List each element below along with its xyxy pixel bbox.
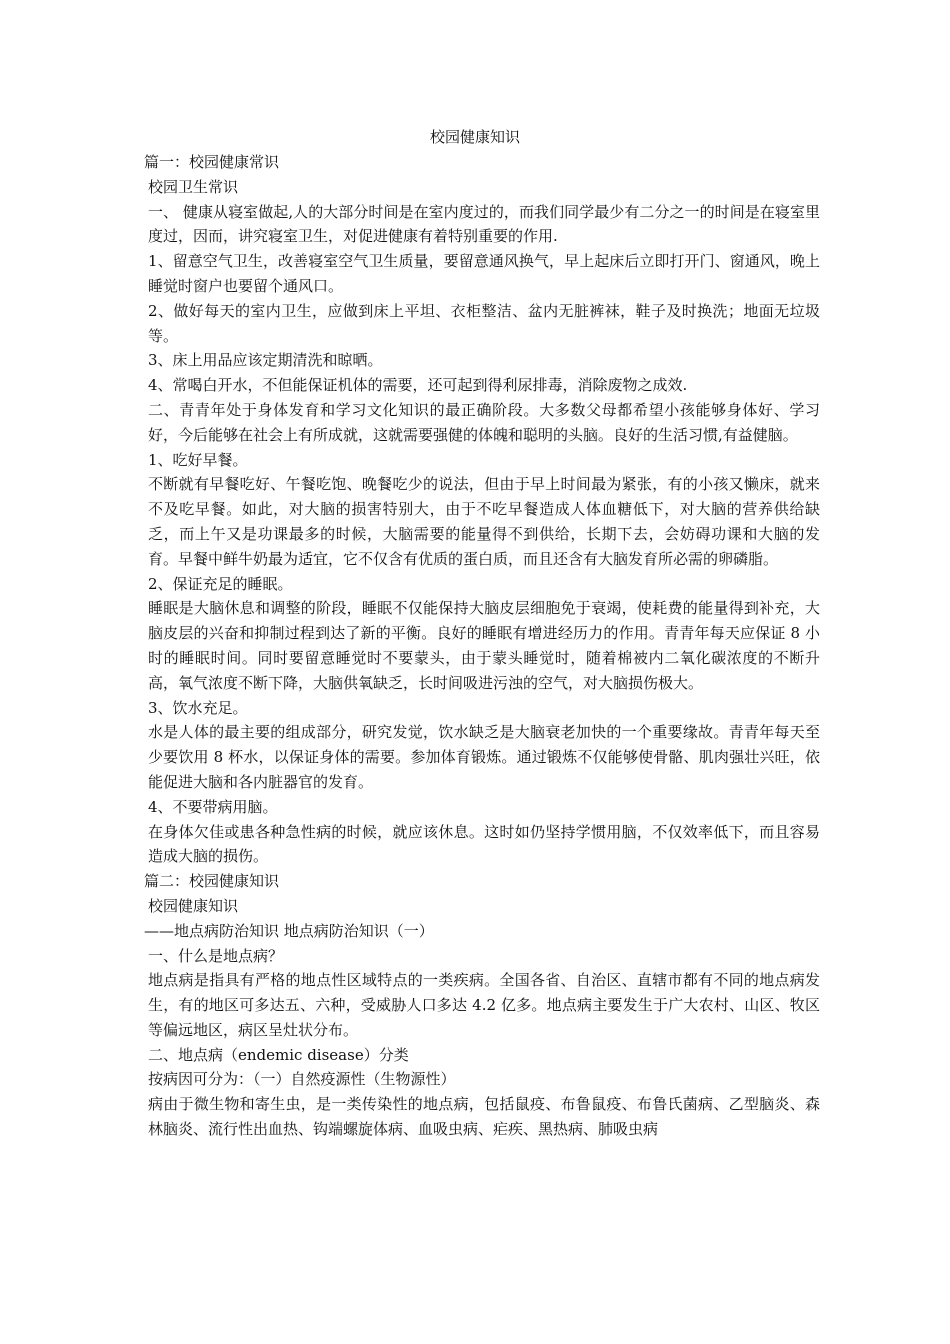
paragraph: 2、做好每天的室内卫生，应做到床上平坦、衣柜整洁、盆内无脏裤袜，鞋子及时换洗；地面无垃圾等。: [148, 301, 820, 345]
paragraph: 校园健康知识: [148, 896, 239, 915]
paragraph: 在身体欠佳或患各种急性病的时候，就应该休息。这时如仍坚持学惯用脑，不仅效率低下，而且容易造成大脑的损伤。: [148, 822, 820, 866]
paragraph: 不断就有早餐吃好、午餐吃饱、晚餐吃少的说法，但由于早上时间最为紧张，有的小孩又懒床，就来不及吃早餐。如此，对大脑的损害特别大，由于不吃早餐造成人体血糖低下，对大脑的营养供给缺乏，而上午又是功课最多的时候，大脑需要的能量得不到供给，长期下去，会妨碍功课和大脑的发育。早餐中鲜牛奶最为适宜，它不仅含有优质的蛋白质，而且还含有大脑发育所必需的卵磷脂。: [148, 475, 820, 568]
paragraph: 篇一：校园健康常识: [144, 153, 280, 171]
paragraph: 1、吃好早餐。: [148, 450, 248, 469]
paragraph: 4、不要带病用脑。: [148, 797, 278, 816]
paragraph: 一、什么是地点病？: [148, 946, 284, 965]
paragraph: 2、保证充足的睡眠。: [148, 574, 293, 593]
paragraph: 地点病是指具有严格的地点性区域特点的一类疾病。全国各省、自治区、直辖市都有不同的地点病发生，有的地区可多达五、六种，受威胁人口多达 4.2 亿多。地点病主要发生于广大农村、山区、牧区等偏远地区，病区呈灶状分布。: [148, 971, 820, 1039]
paragraph: 一、 健康从寝室做起,人的大部分时间是在室内度过的，而我们同学最少有二分之一的时间是在寝室里度过，因而，讲究寝室卫生，对促进健康有着特别重要的作用.: [148, 202, 820, 246]
paragraph: 二、地点病（endemic disease）分类: [148, 1045, 409, 1064]
paragraph: 4、常喝白开水，不但能保证机体的需要，还可起到得利尿排毒，消除废物之成效.: [148, 376, 688, 395]
paragraph: 睡眠是大脑休息和调整的阶段，睡眠不仅能保持大脑皮层细胞免于衰竭，使耗费的能量得到补充，大脑皮层的兴奋和抑制过程到达了新的平衡。良好的睡眠有增进经历力的作用。青青年每天应保证 8 小时的睡眠时间。同时要留意睡觉时不要蒙头，由于蒙头睡觉时，随着棉被内二氧化碳浓度的不断升高，氧气浓度不断下降，大脑供氧缺乏，长时间吸进污浊的空气，对大脑损伤极大。: [148, 599, 820, 692]
paragraph: 病由于微生物和寄生虫，是一类传染性的地点病，包括鼠疫、布鲁鼠疫、布鲁氏菌病、乙型脑炎、森林脑炎、流行性出血热、钩端螺旋体病、血吸虫病、疟疾、黑热病、肺吸虫病: [148, 1095, 820, 1139]
paragraph: 3、饮水充足。: [148, 698, 248, 717]
paragraph: 1、留意空气卫生，改善寝室空气卫生质量，要留意通风换气，早上起床后立即打开门、窗通风，晚上睡觉时窗户也要留个通风口。: [148, 252, 820, 295]
document-title: 校园健康知识: [429, 128, 520, 146]
paragraph: 校园卫生常识: [148, 177, 239, 196]
paragraph: 篇二：校园健康知识: [144, 872, 280, 891]
paragraph: ——地点病防治知识 地点病防治知识（一）: [144, 921, 434, 940]
paragraph: 3、床上用品应该定期清洗和晾晒。: [148, 351, 383, 370]
paragraph: 按病因可分为：（一）自然疫源性（生物源性）: [148, 1070, 456, 1089]
paragraph: 二、青青年处于身体发育和学习文化知识的最正确阶段。大多数父母都希望小孩能够身体好、学习好，今后能够在社会上有所成就，这就需要强健的体魄和聪明的头脑。良好的生活习惯,有益健脑。: [148, 400, 820, 444]
paragraph: 水是人体的最主要的组成部分，研究发觉，饮水缺乏是大脑衰老加快的一个重要缘故。青青年每天至少要饮用 8 杯水，以保证身体的需要。参加体育锻炼。通过锻炼不仅能够使骨骼、肌肉强壮兴旺，依能促进大脑和各内脏器官的发育。: [148, 723, 820, 791]
document-body: [144, 150, 820, 1142]
